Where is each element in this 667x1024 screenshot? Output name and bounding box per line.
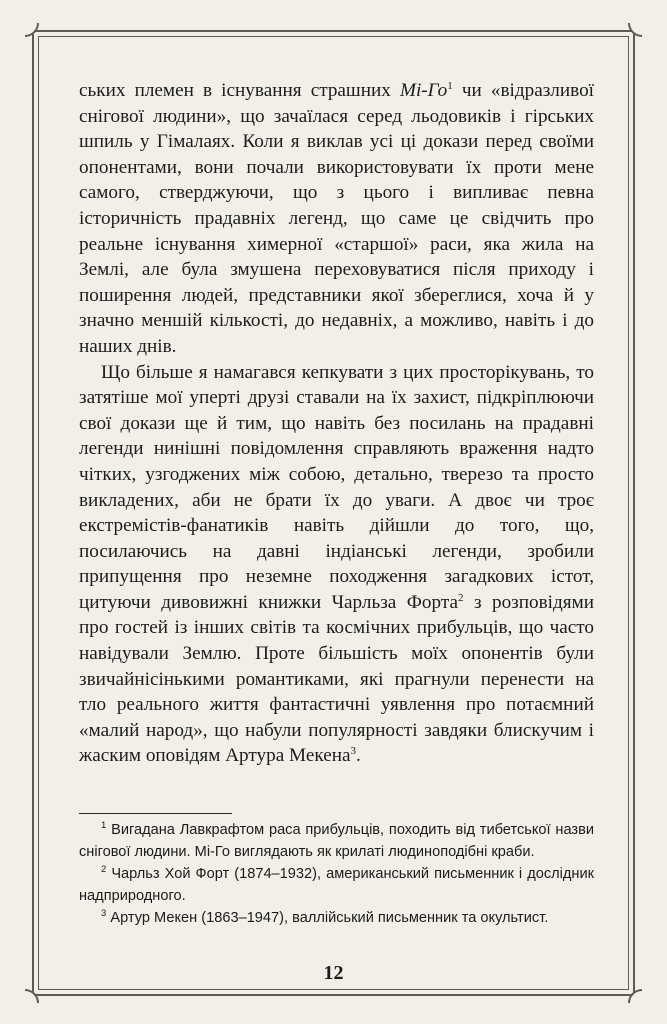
main-text	[79, 78, 594, 769]
footnote-ref-2[interactable]: 2	[458, 591, 464, 604]
footnote-1-text: Вигадана Лавкрафтом раса прибульців, походить від тибетської назви снігової людини. Мі-Го виглядають як крилаті людиноподібні краби.	[79, 822, 594, 860]
paragraph-1-text-cont: чи «відразливої снігової людини», що зачаїлася серед льодовиків і гірських шпиль у Гімалаях. Коли я виклав усі ці докази перед своїми опонентами, вони почали використовувати їх проти мене самого, стверджуючи, що з цього і випливає певна історичність прадавніх легенд, що саме це свідчить про реальне існування химерної «старшої» раси, яка жила на Землі, але була змушена переховуватися після приходу і поширення людей, представники якої збереглися, хоча й у значно меншій кількості, до недавніх, а можливо, навіть і до наших днів.	[79, 80, 594, 357]
paragraph-2-text-cont: з розповідями про гостей із інших світів та космічних прибульців, що часто навідували Землю. Проте більшість моїх опонентів були звичайнісінькими романтиками, які прагнули перенести на тло реального життя фантастичні уявлення про потаємний «малий народ», що набули популярності завдяки блискучим і жаским оповідям Артура Мекена	[79, 591, 594, 767]
paragraph-1	[79, 78, 594, 360]
paragraph-2-text: Що більше я намагався кепкувати з цих просторікувань, то затятіше мої уперті друзі ставали на їх захист, підкріплюючи свої докази ще й тим, що навіть без посилань на прадавні легенди нинішні повідомлення справляють враження надто чітких, узгоджених між собою, детально, тверезо та просто викладених, аби не брати їх до уваги. А двоє чи троє екстремістів-фанатиків навіть дійшли до того, що, посилаючись на давні індіанські легенди, зробили припущення про неземне походження загадкових істот, цитуючи дивовижні книжки Чарльза Форта	[79, 361, 594, 613]
footnote-separator	[79, 813, 232, 814]
footnote-2	[79, 863, 594, 907]
footnote-1	[79, 819, 594, 863]
paragraph-1-text: ських племен в існування страшних	[79, 80, 400, 101]
footnote-3	[79, 907, 594, 929]
footnote-3-text: Артур Мекен (1863–1947), валлійський письменник та окультист.	[106, 910, 549, 926]
paragraph-2	[79, 360, 594, 770]
footnote-2-mark: 2	[101, 864, 107, 875]
paragraph-2-end: .	[356, 745, 361, 767]
footnotes	[79, 819, 594, 929]
footnote-ref-3[interactable]: 3	[350, 745, 356, 758]
footnote-1-mark: 1	[101, 820, 107, 831]
footnote-ref-1[interactable]: 1	[447, 80, 453, 92]
footnote-3-mark: 3	[101, 908, 107, 919]
mi-go-term: Мі-Го	[399, 80, 448, 101]
footnote-2-text: Чарльз Хой Форт (1874–1932), американський письменник і дослідник надприродного.	[79, 866, 594, 904]
page-number: 12	[323, 962, 344, 984]
